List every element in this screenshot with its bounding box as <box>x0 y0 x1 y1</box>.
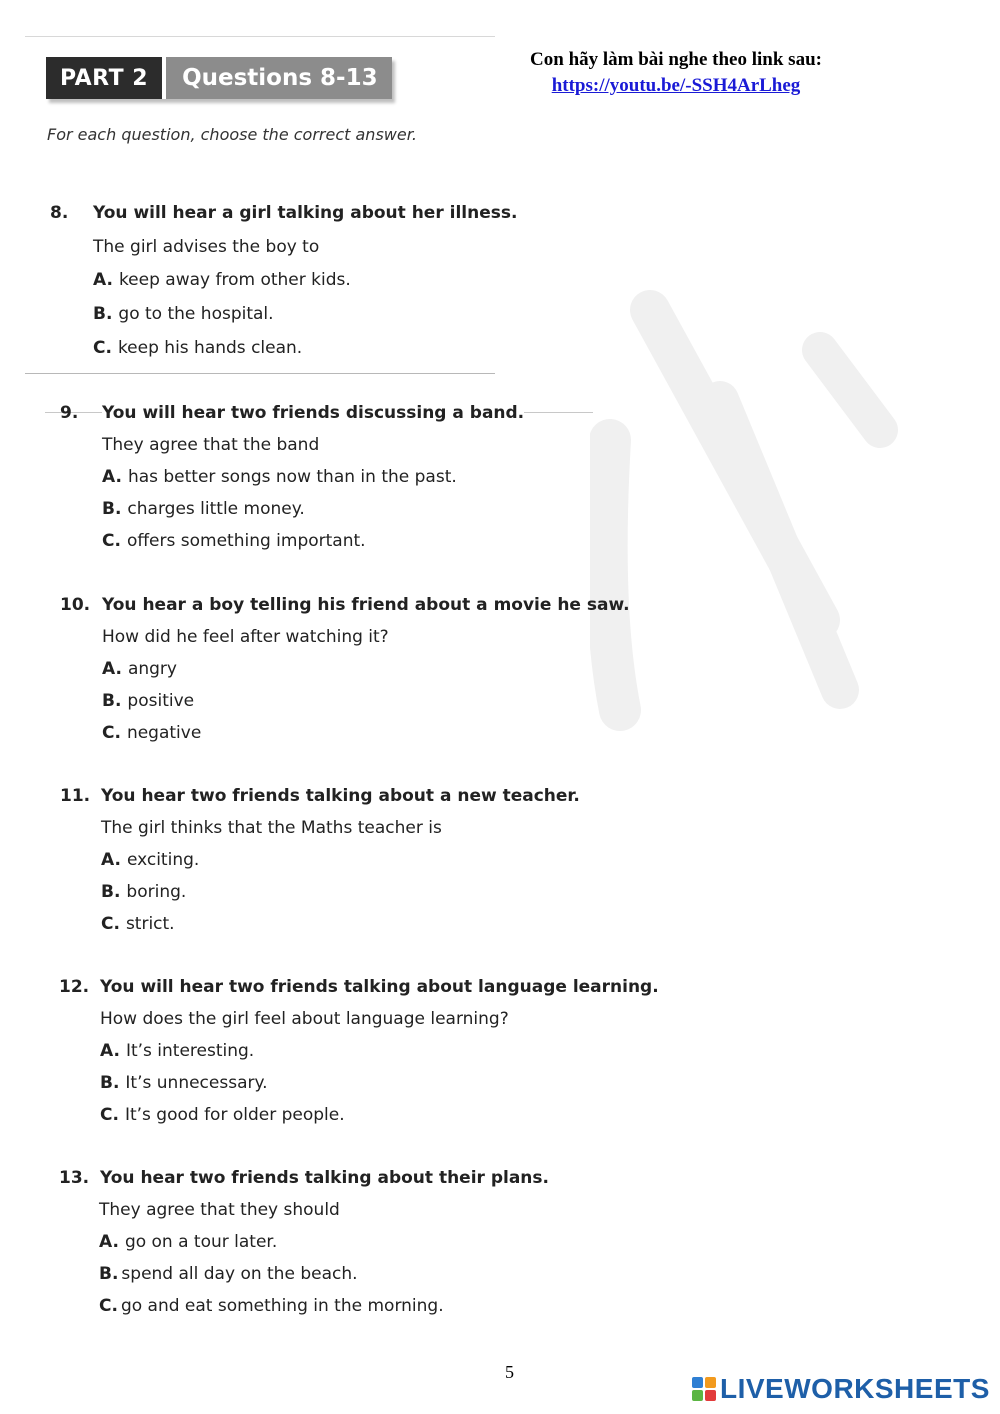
option-text: It’s good for older people. <box>124 1105 345 1125</box>
question-heading: You hear a boy telling his friend about a movie he saw. <box>102 595 630 615</box>
option-letter: A. <box>102 467 122 487</box>
option-a[interactable] <box>100 1041 254 1061</box>
youtube-link[interactable]: https://youtu.be/-SSH4ArLheg <box>551 75 801 96</box>
section-divider <box>25 373 495 374</box>
liveworksheets-icon <box>692 1377 716 1401</box>
option-letter: B. <box>102 691 122 711</box>
question-number: 8. <box>50 203 69 223</box>
option-c[interactable] <box>101 914 175 934</box>
part-label: PART 2 <box>46 57 162 99</box>
part-banner <box>46 57 392 99</box>
header-rule <box>25 36 495 37</box>
question-stem: How does the girl feel about language learning? <box>100 1009 509 1029</box>
option-letter: C. <box>101 914 120 934</box>
option-c[interactable] <box>93 338 302 358</box>
option-letter: B. <box>93 304 113 324</box>
option-text: positive <box>127 691 195 711</box>
option-text: offers something important. <box>126 531 366 551</box>
question-number: 13. <box>59 1168 90 1188</box>
option-letter: B. <box>101 882 121 902</box>
option-text: has better songs now than in the past. <box>127 467 457 487</box>
question-number: 11. <box>60 786 91 806</box>
option-b[interactable] <box>102 499 305 519</box>
question-heading: You will hear two friends talking about language learning. <box>100 977 659 997</box>
option-a[interactable] <box>102 467 457 487</box>
option-letter: C. <box>102 531 121 551</box>
question-number: 10. <box>60 595 91 615</box>
option-c[interactable] <box>99 1296 444 1316</box>
option-text: keep his hands clean. <box>117 338 303 358</box>
option-text: keep away from other kids. <box>118 270 351 290</box>
option-c[interactable] <box>102 723 201 743</box>
option-text: angry <box>127 659 177 679</box>
question-stem: The girl advises the boy to <box>93 237 320 257</box>
option-text: negative <box>126 723 202 743</box>
option-c[interactable] <box>100 1105 345 1125</box>
option-letter: A. <box>99 1232 119 1252</box>
option-text: boring. <box>126 882 187 902</box>
option-text: It’s interesting. <box>125 1041 255 1061</box>
question-heading: You hear two friends talking about their plans. <box>100 1168 549 1188</box>
listening-link-box <box>500 47 852 99</box>
question-stem: How did he feel after watching it? <box>102 627 389 647</box>
question-number: 12. <box>59 977 90 997</box>
option-letter: A. <box>100 1041 120 1061</box>
option-letter: C. <box>102 723 121 743</box>
option-letter: A. <box>101 850 121 870</box>
option-letter: B. <box>102 499 122 519</box>
option-text: spend all day on the beach. <box>121 1264 358 1284</box>
question-stem: They agree that they should <box>99 1200 340 1220</box>
option-b[interactable] <box>101 882 186 902</box>
link-instruction: Con hãy làm bài nghe theo link sau: <box>530 49 822 70</box>
questions-range-label: Questions 8-13 <box>166 57 392 99</box>
question-stem: They agree that the band <box>102 435 320 455</box>
option-text: charges little money. <box>127 499 305 519</box>
option-text: strict. <box>125 914 175 934</box>
option-text: exciting. <box>126 850 200 870</box>
option-letter: C. <box>100 1105 119 1125</box>
option-text: go on a tour later. <box>124 1232 278 1252</box>
option-b[interactable] <box>99 1264 358 1284</box>
option-a[interactable] <box>99 1232 277 1252</box>
option-letter: C. <box>99 1296 118 1316</box>
option-a[interactable] <box>101 850 199 870</box>
option-text: It’s unnecessary. <box>125 1073 268 1093</box>
question-heading: You hear two friends talking about a new teacher. <box>101 786 580 806</box>
option-text: go to the hospital. <box>118 304 274 324</box>
option-letter: B. <box>99 1264 119 1284</box>
watermark-graphic <box>590 290 910 740</box>
option-b[interactable] <box>100 1073 268 1093</box>
question-heading: You will hear a girl talking about her illness. <box>93 203 518 223</box>
question-heading: You will hear two friends discussing a band. <box>102 403 525 423</box>
liveworksheets-logo[interactable] <box>692 1373 990 1405</box>
option-a[interactable] <box>102 659 177 679</box>
page-number: 5 <box>505 1362 514 1382</box>
instruction-text: For each question, choose the correct answer. <box>47 125 417 144</box>
option-text: go and eat something in the morning. <box>120 1296 444 1316</box>
option-c[interactable] <box>102 531 366 551</box>
option-letter: C. <box>93 338 112 358</box>
question-stem: The girl thinks that the Maths teacher is <box>101 818 442 838</box>
option-letter: A. <box>93 270 113 290</box>
brand-name: LIVEWORKSHEETS <box>720 1373 990 1404</box>
option-letter: A. <box>102 659 122 679</box>
option-letter: B. <box>100 1073 120 1093</box>
option-b[interactable] <box>102 691 194 711</box>
option-b[interactable] <box>93 304 274 324</box>
option-a[interactable] <box>93 270 351 290</box>
question-number: 9. <box>60 403 79 423</box>
